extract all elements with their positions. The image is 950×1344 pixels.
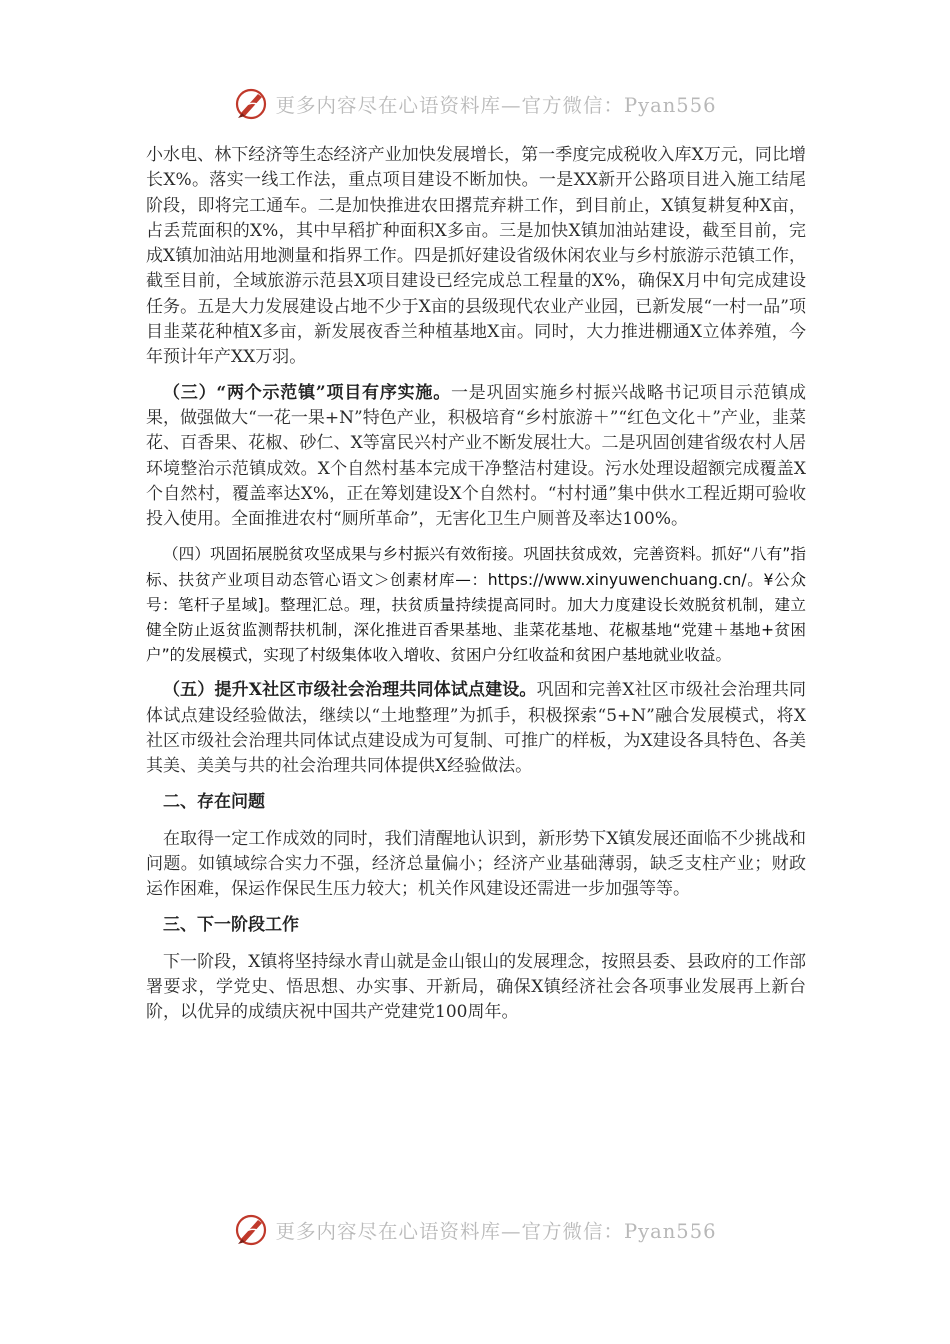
- pen-circle-logo-icon: [233, 1212, 269, 1248]
- document-body: [146, 143, 806, 1025]
- paragraph-demo-towns-title: （三）“两个示范镇”项目有序实施。: [163, 382, 451, 403]
- section-heading-next-stage: 三、下一阶段工作: [163, 914, 299, 935]
- footer-watermark-banner: [0, 1210, 950, 1250]
- pen-circle-logo-icon: [233, 86, 269, 122]
- paragraph-economy: 小水电、林下经济等生态经济产业加快发展增长，第一季度完成税收入库X万元，同比增长X%。落实一线工作法，重点项目建设不断加快。一是XX新开公路项目进入施工结尾阶段，即将完工通车。二是加快推进农田撂荒弃耕工作，到目前止，X镇复耕复种X亩，占丢荒面积的X%，其中早稻扩种面积X多亩。三是加快X镇加油站建设，截至目前，完成X镇加油站用地测量和指界工作。四是抓好建设省级休闲农业与乡村旅游示范镇工作，截至目前，全域旅游示范县X项目建设已经完成总工程量的X%，确保X月中旬完成建设任务。五是大力发展建设占地不少于X亩的县级现代农业产业园，已新发展“一村一品”项目韭菜花种植X多亩，新发展夜香兰种植基地X亩。同时，大力推进棚通X立体养殖，今年预计年产XX万羽。: [146, 145, 806, 368]
- header-watermark-banner: [0, 84, 950, 124]
- paragraph-poverty-alleviation: （四）巩固拓展脱贫攻坚成果与乡村振兴有效衔接。巩固扶贫成效，完善资料。抓好“八有”指标、扶贫产业项目动态管心语文＞创素材库—：https://www.xinyuwenchuang.cn/。¥公众号：笔杆子星域]。整理汇总。理，扶贫质量持续提高同时。加大力度建设长效脱贫机制，建立健全防止返贫监测帮扶机制，深化推进百香果基地、韭菜花基地、花椒基地“党建＋基地+贫困户”的发展模式，实现了村级集体收入增收、贫困户分红收益和贫困户基地就业收益。: [146, 545, 806, 665]
- paragraph-community-governance: [146, 678, 806, 779]
- footer-watermark-text: 更多内容尽在心语资料库—官方微信：Pyan556: [275, 1220, 717, 1243]
- paragraph-problems: 在取得一定工作成效的同时，我们清醒地认识到，新形势下X镇发展还面临不少挑战和问题。如镇域综合实力不强，经济总量偏小；经济产业基础薄弱，缺乏支柱产业；财政运作困难，保运作保民生压力较大；机关作风建设还需进一步加强等等。: [146, 828, 806, 900]
- header-watermark-text: 更多内容尽在心语资料库—官方微信：Pyan556: [275, 94, 717, 117]
- paragraph-community-governance-title: （五）提升X社区市级社会治理共同体试点建设。: [163, 680, 537, 701]
- section-heading-problems: 二、存在问题: [163, 791, 265, 812]
- paragraph-community-governance-body: 巩固和完善X社区市级社会治理共同体试点建设经验做法，继续以“土地整理”为抓手，积极探索“5+N”融合发展模式，将X社区市级社会治理共同体试点建设成为可复制、可推广的样板，为X建设各具特色、各美其美、美美与共的社会治理共同体提供X经验做法。: [146, 680, 806, 777]
- paragraph-demo-towns: [146, 381, 806, 533]
- paragraph-next-stage: 下一阶段，X镇将坚持绿水青山就是金山银山的发展理念，按照县委、县政府的工作部署要求，学党史、悟思想、办实事、开新局，确保X镇经济社会各项事业发展再上新台阶，以优异的成绩庆祝中国共产党建党100周年。: [146, 951, 806, 1023]
- paragraph-demo-towns-body: 一是巩固实施乡村振兴战略书记项目示范镇成果，做强做大“一花一果+N”特色产业，积极培育“乡村旅游＋”“红色文化＋”产业，韭菜花、百香果、花椒、砂仁、X等富民兴村产业不断发展壮大。二是巩固创建省级农村人居环境整治示范镇成效。X个自然村基本完成干净整洁村建设。污水处理设超额完成覆盖X个自然村，覆盖率达X%，正在筹划建设X个自然村。“村村通”集中供水工程近期可验收投入使用。全面推进农村“厕所革命”，无害化卫生户厕普及率达100%。: [146, 382, 807, 530]
